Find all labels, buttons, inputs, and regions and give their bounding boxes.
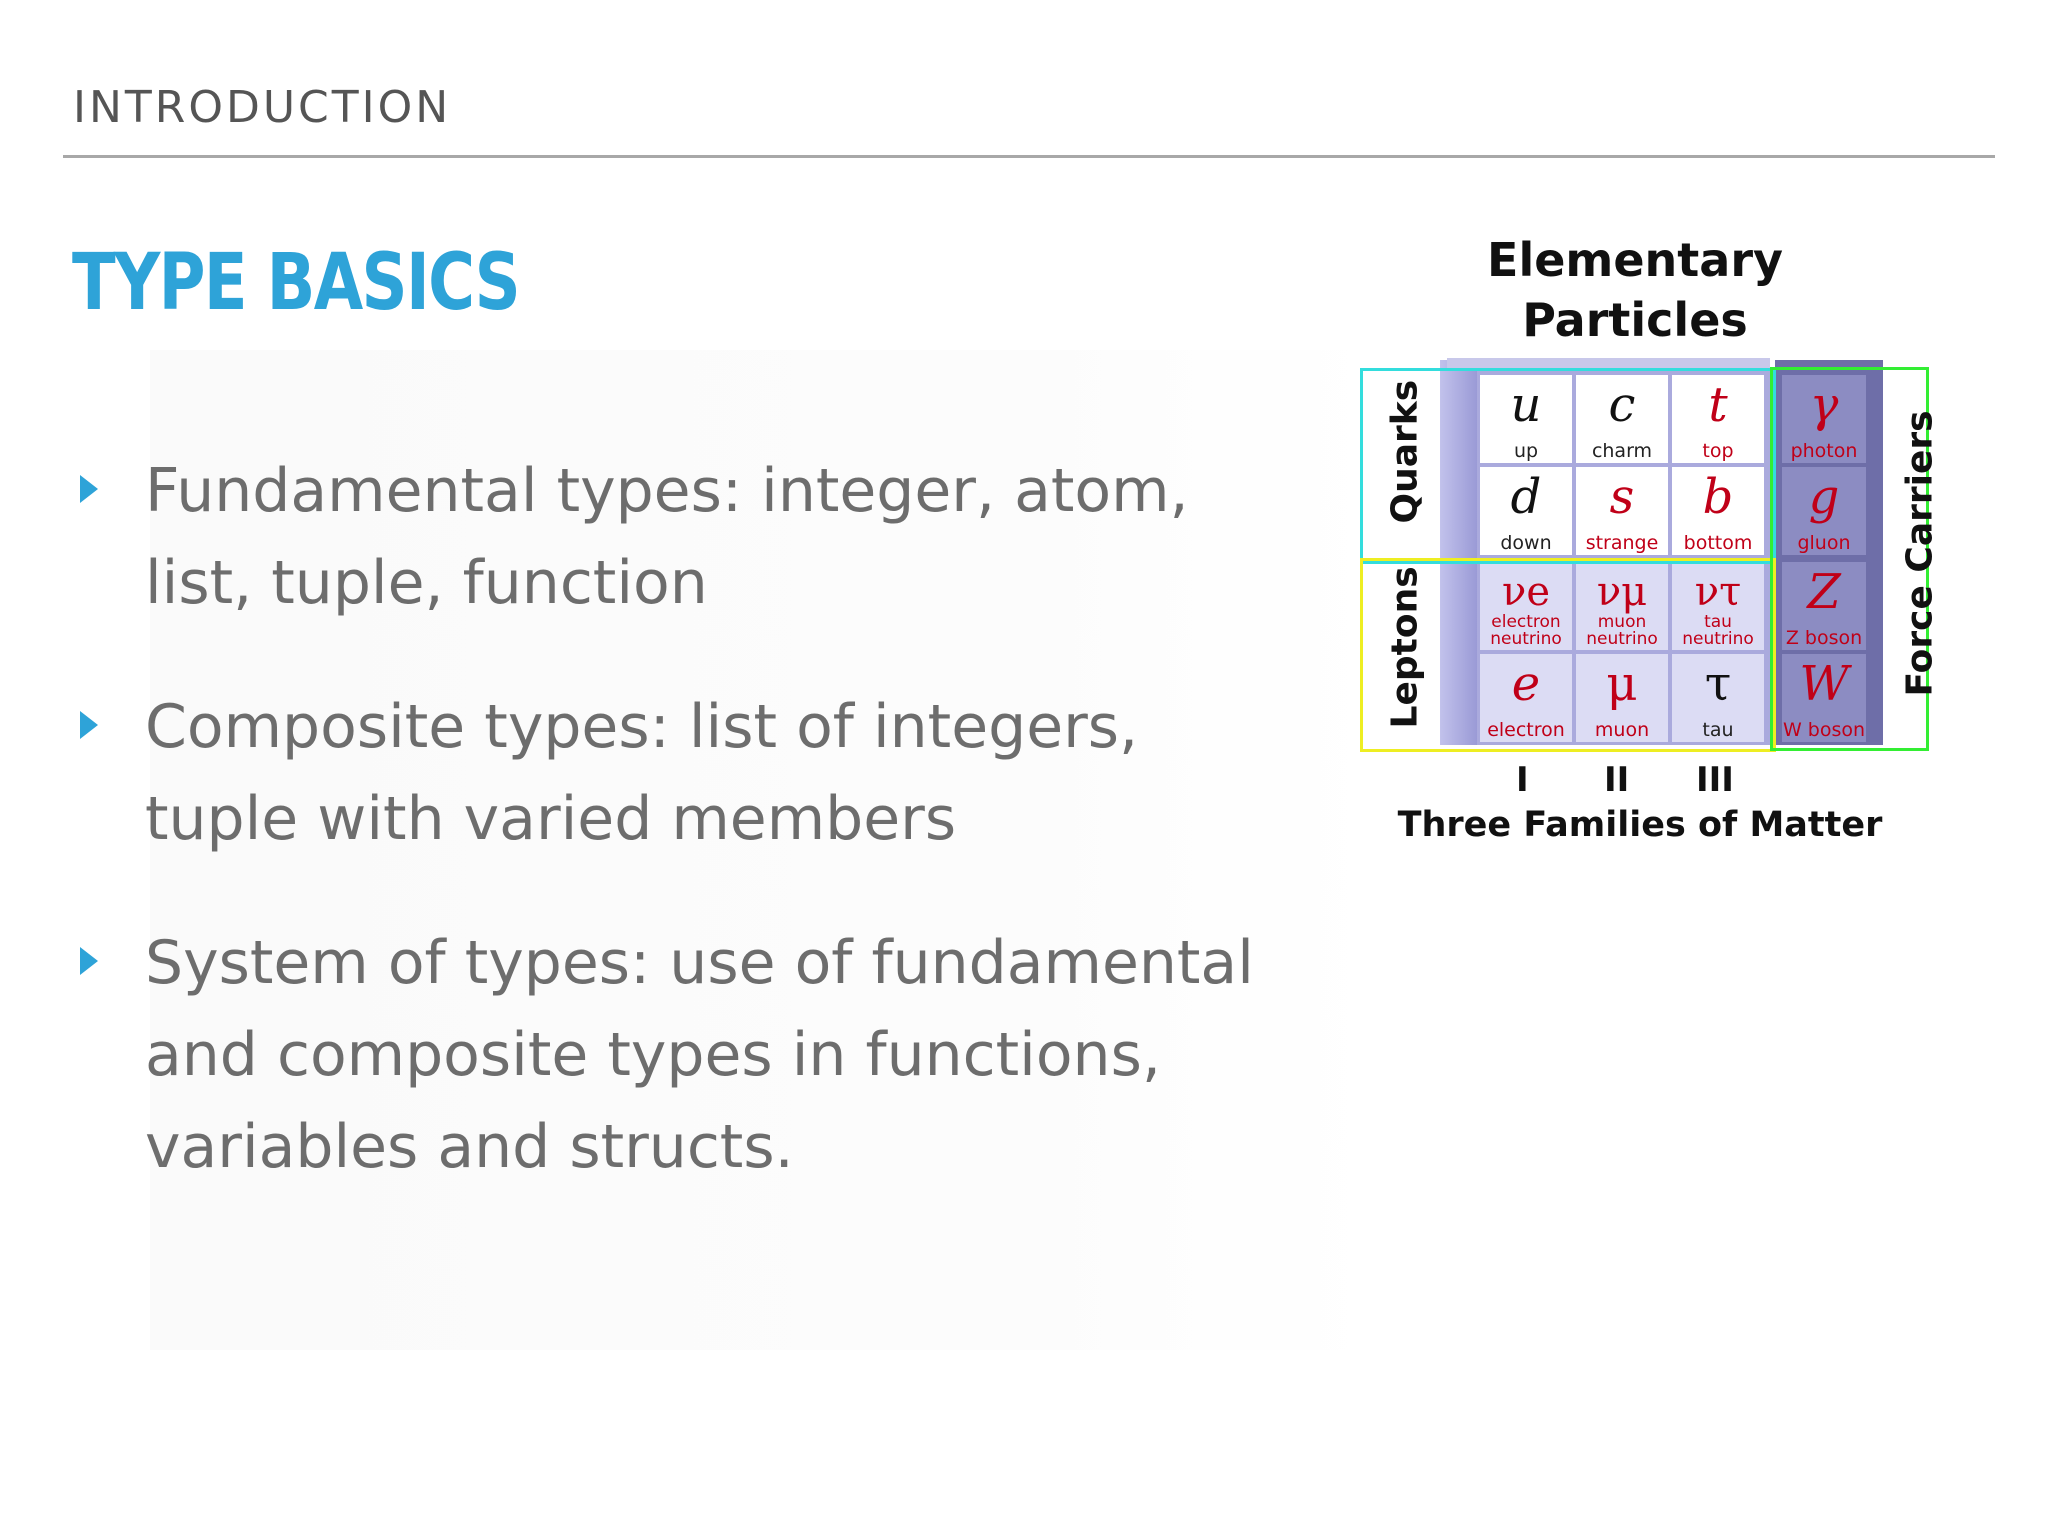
particle-symbol: e [1511,656,1541,712]
particle-symbol: u [1510,377,1542,433]
bullet-item [80,681,1310,865]
section-divider [63,155,1995,158]
particle-symbol: W [1799,656,1849,712]
particle-name: electron neutrino [1490,612,1562,649]
bullet-item [80,917,1310,1193]
particle-name: Z boson [1785,627,1863,649]
family-number: III [1696,760,1734,800]
figure-title-line1: Elementary [1487,233,1783,287]
particle-name: charm [1591,440,1653,462]
particle-name: up [1513,440,1539,462]
particle-name: tau neutrino [1682,612,1754,649]
figure-title [1360,230,1910,350]
particle-name: muon neutrino [1586,612,1658,649]
bullet-item [80,445,1310,629]
particle-symbol: μ [1606,656,1638,712]
particle-symbol: Z [1807,564,1841,620]
particle-name: down [1500,532,1552,554]
force-carriers-label: Force Carriers [1899,410,1941,697]
particle-name: muon [1594,719,1650,741]
figure-title-line2: Particles [1522,293,1748,347]
particle-name: strange [1585,532,1659,554]
bullet-list [80,445,1310,1245]
section-label: INTRODUCTION [73,82,452,133]
particle-symbol: t [1708,377,1728,433]
particle-symbol: νμ [1596,569,1648,615]
bullet-triangle-icon [80,475,98,503]
particle-name: photon [1790,440,1858,462]
families-caption: Three Families of Matter [1397,805,1883,845]
particle-symbol: νe [1502,569,1550,615]
particle-symbol: d [1510,469,1542,525]
particle-symbol: c [1608,377,1636,433]
particle-symbol: s [1609,469,1635,525]
particle-name: bottom [1683,532,1753,554]
leptons-label: Leptons [1384,566,1426,729]
particle-symbol: γ [1809,377,1839,433]
particle-name: gluon [1797,532,1851,554]
bullet-text: Composite types: list of integers, tuple with varied members [145,692,1139,854]
bullet-text: Fundamental types: integer, atom, list, tuple, function [145,456,1189,618]
particle-symbol: τ [1704,656,1732,712]
particle-name: W boson [1782,719,1866,741]
family-number: I [1516,760,1529,800]
particle-symbol: g [1808,469,1840,525]
family-number: II [1604,760,1630,800]
quarks-label: Quarks [1384,379,1426,524]
particle-symbol: b [1702,469,1734,525]
bullet-text: System of types: use of fundamental and composite types in functions, variables and structs. [145,928,1254,1182]
particle-name: tau [1702,719,1734,741]
particle-name: top [1702,440,1734,462]
bullet-triangle-icon [80,947,98,975]
elementary-particles-figure [1360,230,1940,870]
particle-symbol: ντ [1694,569,1742,615]
slide-title: TYPE BASICS [72,238,520,328]
particle-name: electron [1487,719,1565,741]
bullet-triangle-icon [80,711,98,739]
